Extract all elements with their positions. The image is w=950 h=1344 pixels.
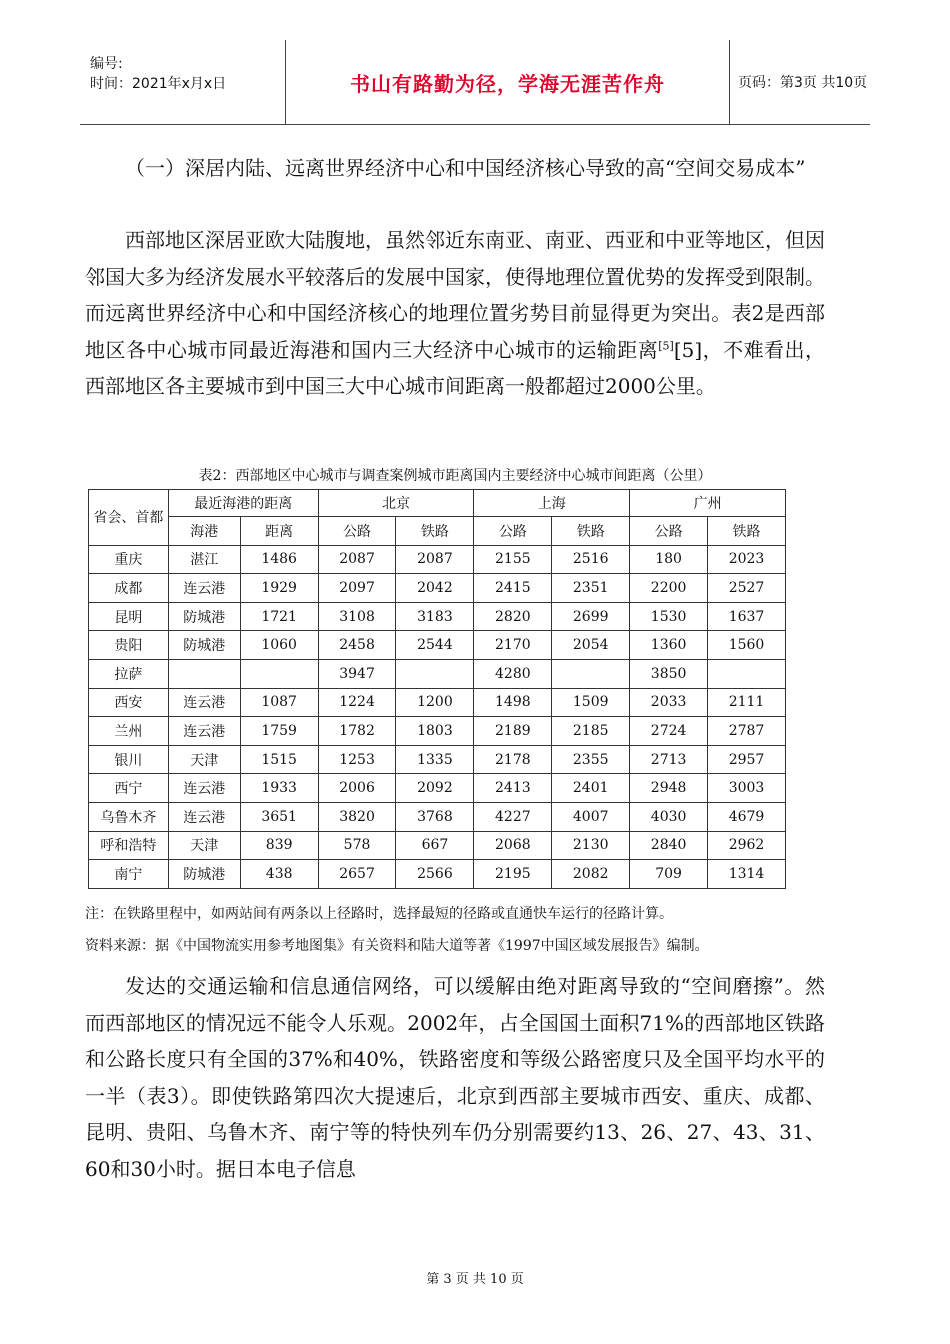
header-motto-cell bbox=[285, 40, 730, 124]
table-cell: 2713 bbox=[630, 745, 708, 774]
table-row bbox=[89, 602, 786, 631]
table-row bbox=[89, 545, 786, 574]
table-cell: 3768 bbox=[396, 802, 474, 831]
table-cell: 3947 bbox=[318, 659, 396, 688]
table-cell: 3820 bbox=[318, 802, 396, 831]
table-cell: 2195 bbox=[474, 860, 552, 889]
table-body bbox=[89, 545, 786, 888]
table-cell: 4227 bbox=[474, 802, 552, 831]
table-cell: 2097 bbox=[318, 574, 396, 603]
table-cell: 2092 bbox=[396, 774, 474, 803]
table-cell: 2820 bbox=[474, 602, 552, 631]
table-cell: 1515 bbox=[240, 745, 318, 774]
table-cell: 连云港 bbox=[168, 802, 240, 831]
table-row bbox=[89, 860, 786, 889]
table-cell: 2054 bbox=[552, 631, 630, 660]
table-header-row bbox=[89, 490, 786, 517]
header-guangzhou: 广州 bbox=[630, 490, 786, 517]
table-cell: 1803 bbox=[396, 717, 474, 746]
table-cell bbox=[552, 659, 630, 688]
table-cell: 2401 bbox=[552, 774, 630, 803]
table-cell: 拉萨 bbox=[89, 659, 169, 688]
table-cell: 2544 bbox=[396, 631, 474, 660]
table-cell: 2087 bbox=[396, 545, 474, 574]
table-cell: 1721 bbox=[240, 602, 318, 631]
subheader-rail: 铁路 bbox=[396, 517, 474, 546]
table-cell: 1560 bbox=[708, 631, 786, 660]
table-cell: 4030 bbox=[630, 802, 708, 831]
table-source: 资料来源：据《中国物流实用参考地图集》有关资料和陆大道等著《1997中国区域发展报告》编制。 bbox=[85, 938, 709, 954]
table-cell: 防城港 bbox=[168, 602, 240, 631]
table-cell: 3850 bbox=[630, 659, 708, 688]
table-cell: 3651 bbox=[240, 802, 318, 831]
body-paragraph-3: 发达的交通运输和信息通信网络，可以缓解由绝对距离导致的“空间磨擦”。然而西部地区的情况远不能令人乐观。2002年，占全国国土面积71%的西部地区铁路和公路长度只有全国的37%和40%，铁路密度和等级公路密度只及全国平均水平的一半（表3）。即使铁路第四次大提速后，北京到西部主要城市西安、重庆、成都、昆明、贵阳、乌鲁木齐、南宁等的特快列车仍分别需要约13、26、27、43、31、60和30小时。据日本电子信息 bbox=[85, 974, 825, 1181]
table-cell: 3108 bbox=[318, 602, 396, 631]
table-cell: 2948 bbox=[630, 774, 708, 803]
table-cell: 1929 bbox=[240, 574, 318, 603]
subheader-road: 公路 bbox=[630, 517, 708, 546]
table-cell: 2033 bbox=[630, 688, 708, 717]
table-cell: 1224 bbox=[318, 688, 396, 717]
table-cell: 贵阳 bbox=[89, 631, 169, 660]
table-cell bbox=[396, 659, 474, 688]
table-row bbox=[89, 631, 786, 660]
table-cell: 防城港 bbox=[168, 860, 240, 889]
table-cell: 乌鲁木齐 bbox=[89, 802, 169, 831]
table-cell: 天津 bbox=[168, 831, 240, 860]
header-beijing: 北京 bbox=[318, 490, 474, 517]
table-cell: 2566 bbox=[396, 860, 474, 889]
table-cell: 180 bbox=[630, 545, 708, 574]
table-cell: 1360 bbox=[630, 631, 708, 660]
table-cell: 连云港 bbox=[168, 574, 240, 603]
table-cell: 2082 bbox=[552, 860, 630, 889]
table-cell: 839 bbox=[240, 831, 318, 860]
table-cell: 湛江 bbox=[168, 545, 240, 574]
table-cell: 2657 bbox=[318, 860, 396, 889]
table-cell: 2355 bbox=[552, 745, 630, 774]
table-cell: 2189 bbox=[474, 717, 552, 746]
table-row bbox=[89, 831, 786, 860]
header-city: 省会、首都 bbox=[89, 490, 169, 546]
table-cell: 1314 bbox=[708, 860, 786, 889]
table-cell: 成都 bbox=[89, 574, 169, 603]
table-cell bbox=[168, 659, 240, 688]
header-motto: 书山有路勤为径，学海无涯苦作舟 bbox=[350, 71, 665, 96]
document-number-label: 编号: bbox=[90, 56, 123, 72]
table-cell: 2413 bbox=[474, 774, 552, 803]
subheader-road: 公路 bbox=[474, 517, 552, 546]
table-row bbox=[89, 688, 786, 717]
table-cell: 银川 bbox=[89, 745, 169, 774]
table-cell: 2724 bbox=[630, 717, 708, 746]
table-subheader-row bbox=[89, 517, 786, 546]
table-cell: 2185 bbox=[552, 717, 630, 746]
table-row bbox=[89, 745, 786, 774]
table-caption: 表2：西部地区中心城市与调查案例城市距离国内主要经济中心城市间距离（公里） bbox=[198, 468, 712, 484]
page-header bbox=[80, 40, 870, 125]
table-cell: 连云港 bbox=[168, 688, 240, 717]
table-cell: 1498 bbox=[474, 688, 552, 717]
table-cell: 天津 bbox=[168, 745, 240, 774]
table-cell: 2200 bbox=[630, 574, 708, 603]
table-row bbox=[89, 574, 786, 603]
page-footer: 第 3 页 共 10 页 bbox=[426, 1272, 524, 1287]
table-cell bbox=[240, 659, 318, 688]
citation-superscript: [5] bbox=[658, 338, 674, 352]
table-note: 注：在铁路里程中，如两站间有两条以上径路时，选择最短的径路或直通快车运行的径路计算。 bbox=[85, 906, 673, 922]
table-cell: 2042 bbox=[396, 574, 474, 603]
table-cell: 1637 bbox=[708, 602, 786, 631]
table-cell: 1253 bbox=[318, 745, 396, 774]
header-page-info: 页码：第3页 共10页 bbox=[738, 75, 868, 91]
table-cell: 2023 bbox=[708, 545, 786, 574]
table-cell: 1335 bbox=[396, 745, 474, 774]
table-cell: 1060 bbox=[240, 631, 318, 660]
table-cell: 3003 bbox=[708, 774, 786, 803]
table-cell: 709 bbox=[630, 860, 708, 889]
table-row bbox=[89, 659, 786, 688]
table-cell: 2957 bbox=[708, 745, 786, 774]
table-cell: 西宁 bbox=[89, 774, 169, 803]
table-cell: 2087 bbox=[318, 545, 396, 574]
subheader-distance: 距离 bbox=[240, 517, 318, 546]
table-cell: 4679 bbox=[708, 802, 786, 831]
table-cell: 1486 bbox=[240, 545, 318, 574]
table-cell: 呼和浩特 bbox=[89, 831, 169, 860]
table-cell: 2415 bbox=[474, 574, 552, 603]
table-cell: 2458 bbox=[318, 631, 396, 660]
table-cell: 2516 bbox=[552, 545, 630, 574]
table-cell: 兰州 bbox=[89, 717, 169, 746]
table-cell: 3183 bbox=[396, 602, 474, 631]
paragraph-text: 西部地区深居亚欧大陆腹地，虽然邻近东南亚、南亚、西亚和中亚等地区，但因邻国大多为经济发展水平较落后的发展中国家，使得地理位置优势的发挥受到限制。而远离世界经济中心和中国经济核心的地理位置劣势目前显得更为突出。表2是西部地区各中心城市同最近海港和国内三大经济中心城市的运输距离 bbox=[85, 228, 825, 362]
table-cell: 防城港 bbox=[168, 631, 240, 660]
table-cell: 438 bbox=[240, 860, 318, 889]
table-cell: 1933 bbox=[240, 774, 318, 803]
table-cell: 2068 bbox=[474, 831, 552, 860]
subheader-rail: 铁路 bbox=[708, 517, 786, 546]
subheader-road: 公路 bbox=[318, 517, 396, 546]
table-cell: 2170 bbox=[474, 631, 552, 660]
table-cell: 重庆 bbox=[89, 545, 169, 574]
table-cell: 2351 bbox=[552, 574, 630, 603]
header-port-group: 最近海港的距离 bbox=[168, 490, 318, 517]
header-meta bbox=[90, 54, 226, 94]
subheader-port: 海港 bbox=[168, 517, 240, 546]
paragraph-text-continued: [5]，不难看出，西部地区各主要城市到中国三大中心城市间距离一般都超过2000公里。 bbox=[85, 337, 825, 398]
table-cell: 连云港 bbox=[168, 717, 240, 746]
table-cell: 4280 bbox=[474, 659, 552, 688]
table-cell: 2178 bbox=[474, 745, 552, 774]
table-cell: 2130 bbox=[552, 831, 630, 860]
table-cell: 西安 bbox=[89, 688, 169, 717]
table-cell: 1530 bbox=[630, 602, 708, 631]
table-cell: 1509 bbox=[552, 688, 630, 717]
table-cell: 578 bbox=[318, 831, 396, 860]
table-cell: 南宁 bbox=[89, 860, 169, 889]
distance-table bbox=[88, 489, 786, 889]
table-cell: 667 bbox=[396, 831, 474, 860]
table-cell: 2111 bbox=[708, 688, 786, 717]
table-cell: 连云港 bbox=[168, 774, 240, 803]
table-cell: 昆明 bbox=[89, 602, 169, 631]
table-cell bbox=[708, 659, 786, 688]
header-shanghai: 上海 bbox=[474, 490, 630, 517]
table-cell: 2840 bbox=[630, 831, 708, 860]
table-cell: 2699 bbox=[552, 602, 630, 631]
table-row bbox=[89, 717, 786, 746]
table-cell: 1087 bbox=[240, 688, 318, 717]
table-row bbox=[89, 802, 786, 831]
table-cell: 1782 bbox=[318, 717, 396, 746]
table-cell: 1200 bbox=[396, 688, 474, 717]
table-cell: 2006 bbox=[318, 774, 396, 803]
body-paragraph-2 bbox=[85, 222, 825, 405]
table-cell: 2962 bbox=[708, 831, 786, 860]
table-cell: 1759 bbox=[240, 717, 318, 746]
table-cell: 2787 bbox=[708, 717, 786, 746]
table-cell: 2527 bbox=[708, 574, 786, 603]
table-row bbox=[89, 774, 786, 803]
table-cell: 4007 bbox=[552, 802, 630, 831]
section-heading: （一）深居内陆、远离世界经济中心和中国经济核心导致的高“空间交易成本” bbox=[125, 156, 806, 180]
subheader-rail: 铁路 bbox=[552, 517, 630, 546]
table-cell: 2155 bbox=[474, 545, 552, 574]
document-time-label: 时间：2021年x月x日 bbox=[90, 76, 227, 92]
